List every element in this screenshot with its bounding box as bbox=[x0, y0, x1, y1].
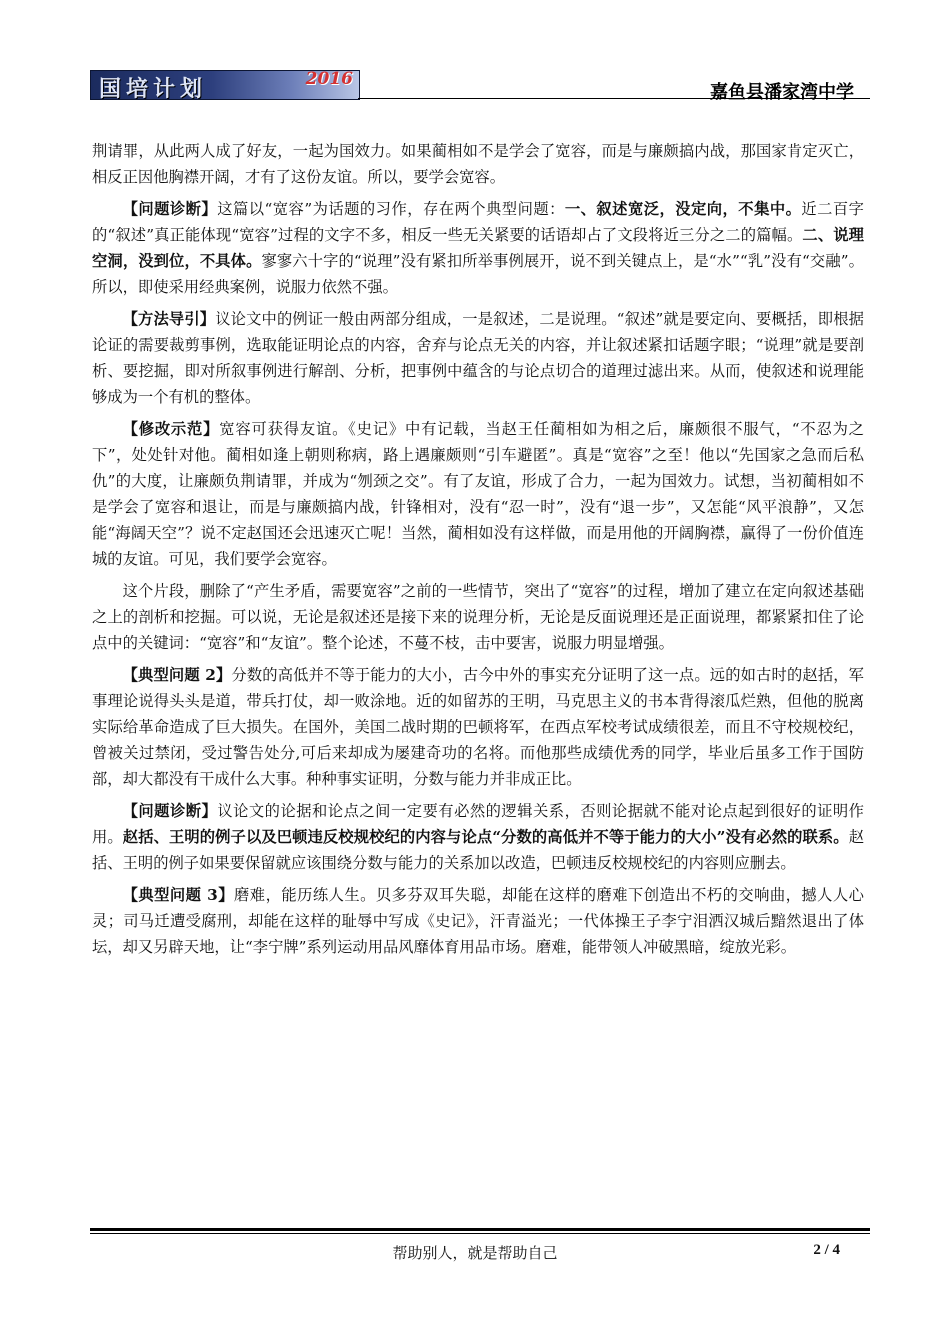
paragraph bbox=[92, 138, 864, 190]
body-text: 分数的高低并不等于能力的大小，古今中外的事实充分证明了这一点。远的如古时的赵括，军事理论说得头头是道，带兵打仗，却一败涂地。近的如留苏的王明，马克思主义的书本背得滚瓜烂熟，但他的脱离实际给革命造成了巨大损失。在国外，美国二战时期的巴顿将军，在西点军校考试成绩很差，而且不守校规校纪，曾被关过禁闭，受过警告处分,可后来却成为屡建奇功的名将。而他那些成绩优秀的同学，毕业后虽多工作于国防部，却大都没有干成什么大事。种种事实证明，分数与能力并非成正比。 bbox=[92, 666, 864, 788]
guopei-logo bbox=[90, 70, 360, 100]
page-number: 2 / 4 bbox=[813, 1242, 840, 1258]
bold-text: 【修改示范】 bbox=[122, 420, 220, 438]
body-text: 赵括、王明的例子如果要保留就应该围绕分数与能力的关系加以改造，巴顿违反校规校纪的内容则应删去。 bbox=[92, 828, 864, 872]
bold-text: 【问题诊断】 bbox=[122, 802, 218, 820]
bold-text: 【典型问题 3】 bbox=[122, 886, 235, 904]
body-text: 寥寥六十字的“说理”没有紧扣所举事例展开，说不到关键点上，是“水”“乳”没有“交融”。所以，即使采用经典案例，说服力依然不强。 bbox=[92, 252, 864, 296]
paragraph bbox=[92, 306, 864, 410]
footer-motto: 帮助别人，就是帮助自己 bbox=[392, 1244, 558, 1262]
footer-rule-thin bbox=[90, 1233, 870, 1234]
bold-text: 赵括、王明的例子以及巴顿违反校规校纪的内容与论点“分数的高低并不等于能力的大小”没有必然的联系。 bbox=[122, 828, 849, 846]
body-text: 议论文中的例证一般由两部分组成，一是叙述，二是说理。“叙述”就是要定向、要概括，即根据论证的需要裁剪事例，选取能证明论点的内容，舍弃与论点无关的内容，并让叙述紧扣话题字眼；“说理”就是要剖析、要挖掘，即对所叙事例进行解剖、分析，把事例中蕴含的与论点切合的道理过滤出来。从而，使叙述和说理能够成为一个有机的整体。 bbox=[92, 310, 864, 406]
body-text: 这篇以“宽容”为话题的习作，存在两个典型问题： bbox=[217, 200, 565, 218]
paragraph bbox=[92, 882, 864, 960]
body-text: 磨难，能历练人生。贝多芬双耳失聪，却能在这样的磨难下创造出不朽的交响曲，撼人人心灵；司马迁遭受腐刑，却能在这样的耻辱中写成《史记》，汗青溢光；一代体操王子李宁泪洒汉城后黯然退出了体坛，却又另辟天地，让“李宁牌”系列运动用品风靡体育用品市场。磨难，能带领人冲破黑暗，绽放光彩。 bbox=[92, 886, 864, 956]
body-text: 这个片段，删除了“产生矛盾，需要宽容”之前的一些情节，突出了“宽容”的过程，增加了建立在定向叙述基础之上的剖析和挖掘。可以说，无论是叙述还是接下来的说理分析，无论是反面说理还是正面说理，都紧紧扣住了论点中的关键词：“宽容”和“友谊”。整个论述，不蔓不枝，击中要害，说服力明显增强。 bbox=[92, 582, 864, 652]
document-body bbox=[92, 138, 864, 966]
school-name: 嘉鱼县潘家湾中学 bbox=[710, 82, 854, 103]
bold-text: 【问题诊断】 bbox=[122, 200, 218, 218]
paragraph bbox=[92, 798, 864, 876]
body-text: 议论文的论据和论点之间一定要有必然的逻辑关系，否则论据就不能对论点起到很好的证明作用。 bbox=[92, 802, 864, 846]
paragraph bbox=[92, 662, 864, 792]
body-text: 近二百字的“叙述”真正能体现“宽容”过程的文字不多，相反一些无关紧要的话语却占了文段将近三分之二的篇幅。 bbox=[92, 200, 864, 244]
paragraph bbox=[92, 578, 864, 656]
bold-text: 一、叙述宽泛，没定向，不集中。 bbox=[564, 200, 802, 218]
bold-text: 【方法导引】 bbox=[122, 310, 216, 328]
footer-rule-thick bbox=[90, 1228, 870, 1231]
logo-text: 国培计划 bbox=[99, 77, 208, 100]
body-text: 宽容可获得友谊。《史记》中有记载，当赵王任蔺相如为相之后，廉颇很不服气，“不忍为之下”，处处针对他。蔺相如逢上朝则称病，路上遇廉颇则“引车避匿”。真是“宽容”之至！他以“先国家之急而后私仇”的大度，让廉颇负荆请罪，并成为“刎颈之交”。有了友谊，形成了合力，一起为国效力。试想，当初蔺相如不是学会了宽容和退让，而是与廉颇搞内战，针锋相对，没有“忍一时”，没有“退一步”，又怎能“风平浪静”，又怎能“海阔天空”？说不定赵国还会迅速灭亡呢！当然，蔺相如没有这样做，而是用他的开阔胸襟，赢得了一份价值连城的友谊。可见，我们要学会宽容。 bbox=[92, 420, 864, 568]
logo-year: 2016 bbox=[305, 70, 353, 89]
paragraph bbox=[92, 196, 864, 300]
bold-text: 二、说理空洞，没到位，不具体。 bbox=[92, 226, 864, 270]
page-header bbox=[90, 68, 870, 104]
body-text: 荆请罪，从此两人成了好友，一起为国效力。如果蔺相如不是学会了宽容，而是与廉颇搞内战，那国家肯定灭亡，相反正因他胸襟开阔，才有了这份友谊。所以，要学会宽容。 bbox=[92, 142, 864, 186]
paragraph bbox=[92, 416, 864, 572]
bold-text: 【典型问题 2】 bbox=[122, 666, 232, 684]
